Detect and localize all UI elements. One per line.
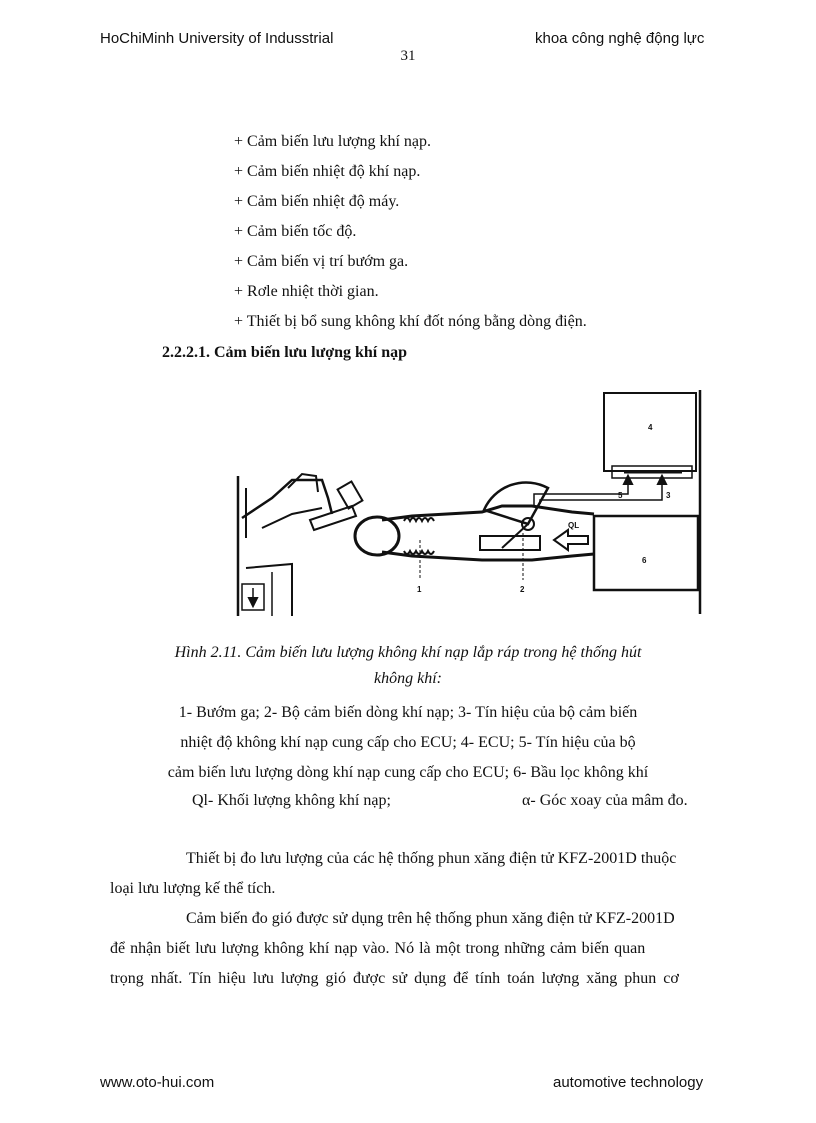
figure-legend-line: 1- Bướm ga; 2- Bộ cảm biến dòng khí nạp; 3- Tín hiệu của bộ cảm biến <box>178 704 638 721</box>
diagram-label-6: 6 <box>642 556 647 565</box>
diagram-label-4: 4 <box>648 423 653 432</box>
footer-right: automotive technology <box>553 1074 704 1091</box>
paragraph-line: trọng nhất. Tín hiệu lưu lượng gió được sử dụng để tính toán lượng xăng phun cơ <box>110 970 679 987</box>
diagram-label-2: 2 <box>520 585 525 594</box>
diagram-label-5: 5 <box>618 491 623 500</box>
paragraph-line: để nhận biết lưu lượng không khí nạp vào. Nó là một trong những cảm biến quan <box>110 940 646 957</box>
header-right: khoa công nghệ động lực <box>535 30 705 47</box>
list-item: + Cảm biến nhiệt độ khí nạp. <box>234 163 421 180</box>
diagram-label-ql: QL <box>568 521 580 530</box>
list-item: + Cảm biến lưu lượng khí nạp. <box>234 133 432 150</box>
section-heading: 2.2.2.1. Cảm biến lưu lượng khí nạp <box>162 344 408 361</box>
throttle-body <box>355 517 399 555</box>
list-item: + Cảm biến nhiệt độ máy. <box>234 193 400 210</box>
ecu-box <box>604 393 696 471</box>
intake-system-diagram <box>232 388 708 616</box>
figure-caption-title: Hình 2.11. Cảm biến lưu lượng không khí nạp lắp ráp trong hệ thống hút <box>174 644 642 661</box>
footer-left: www.oto-hui.com <box>100 1074 215 1091</box>
figure-legend-alpha: α- Góc xoay của mâm đo. <box>522 792 688 809</box>
paragraph-line: Cảm biến đo gió được sử dụng trên hệ thống phun xăng điện tử KFZ-2001D <box>186 910 675 927</box>
list-item: + Cảm biến tốc độ. <box>234 223 357 240</box>
diagram-label-3: 3 <box>666 491 671 500</box>
figure-legend-ql: Ql- Khối lượng không khí nạp; <box>192 792 391 809</box>
list-item: + Cảm biến vị trí bướm ga. <box>234 253 409 270</box>
paragraph-line: loại lưu lượng kế thể tích. <box>110 880 276 897</box>
diagram-label-1: 1 <box>417 585 422 594</box>
figure-legend-line: nhiệt độ không khí nạp cung cấp cho ECU; 4- ECU; 5- Tín hiệu của bộ <box>180 734 636 751</box>
figure-legend-line: cảm biến lưu lượng dòng khí nạp cung cấp cho ECU; 6- Bầu lọc không khí <box>167 764 649 781</box>
page-number: 31 <box>400 48 416 64</box>
list-item: + Rơle nhiệt thời gian. <box>234 283 379 300</box>
air-filter-box <box>594 516 698 590</box>
paragraph-line: Thiết bị đo lưu lượng của các hệ thống phun xăng điện tử KFZ-2001D thuộc <box>186 850 677 867</box>
figure-caption-title-cont: không khí: <box>374 670 442 687</box>
header-left: HoChiMinh University of Indusstrial <box>100 30 334 47</box>
air-flow-meter <box>484 482 548 524</box>
list-item: + Thiết bị bổ sung không khí đốt nóng bằng dòng điện. <box>234 313 587 330</box>
